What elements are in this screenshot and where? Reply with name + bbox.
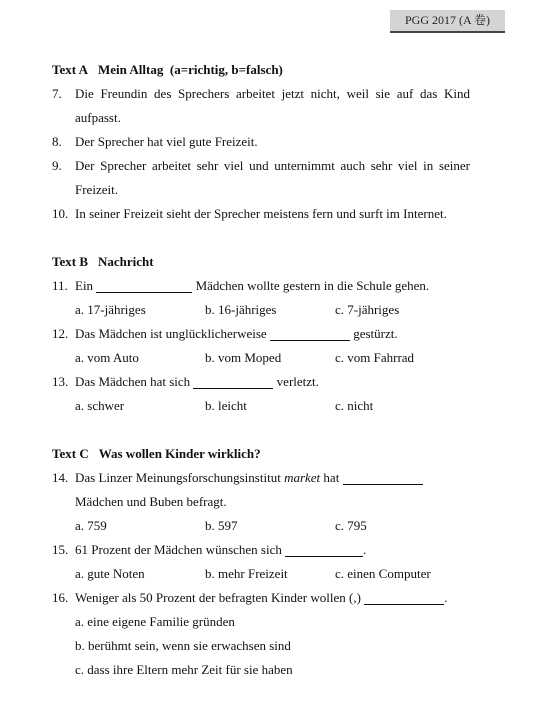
- option-a[interactable]: a. vom Auto: [75, 350, 139, 365]
- answer-options: [52, 562, 470, 586]
- question-text-italic: market: [284, 470, 321, 485]
- answer-blank[interactable]: [343, 469, 423, 485]
- question-7: [52, 82, 470, 106]
- question-number: 9.: [52, 158, 62, 173]
- question-number: 10.: [52, 206, 69, 221]
- question-number: 11.: [52, 278, 68, 293]
- question-text: In seiner Freizeit sieht der Sprecher meistens fern und surft im Internet.: [75, 206, 447, 221]
- question-text-continued: Mädchen und Buben befragt.: [75, 494, 227, 509]
- exam-header-label: PGG 2017 (A 卷): [390, 10, 505, 33]
- option-b[interactable]: b. 597: [205, 518, 238, 533]
- question-text: Ein: [75, 278, 94, 293]
- option-c[interactable]: c. vom Fahrrad: [335, 350, 415, 365]
- option-c[interactable]: c. nicht: [335, 398, 374, 413]
- option-c[interactable]: c. 795: [335, 518, 367, 533]
- section-title-text-c: [52, 442, 470, 466]
- question-text: Das Mädchen ist unglücklicherweise: [75, 326, 267, 341]
- question-number: 8.: [52, 134, 62, 149]
- option-b[interactable]: b. mehr Freizeit: [205, 566, 288, 581]
- option-a[interactable]: a. 17-jähriges: [75, 302, 146, 317]
- question-15: [52, 538, 470, 562]
- question-13: [52, 370, 470, 394]
- question-text: Das Mädchen hat sich: [75, 374, 191, 389]
- answer-options: [52, 514, 470, 538]
- question-text-continued: Freizeit.: [75, 182, 118, 197]
- option-a[interactable]: a. schwer: [75, 398, 125, 413]
- section-note: (a=richtig, b=falsch): [169, 62, 283, 77]
- answer-blank[interactable]: [270, 325, 350, 341]
- question-text: Der Sprecher arbeitet sehr viel und unternimmt auch sehr viel in seiner: [75, 158, 470, 173]
- question-11: [52, 274, 470, 298]
- option-b[interactable]: b. 16-jähriges: [205, 302, 277, 317]
- section-title-text-b: [52, 250, 470, 274]
- question-number: 7.: [52, 86, 62, 101]
- question-12: [52, 322, 470, 346]
- answer-blank[interactable]: [193, 373, 273, 389]
- question-text: gestürzt.: [353, 326, 398, 341]
- option-a[interactable]: a. eine eigene Familie gründen: [75, 614, 235, 629]
- question-9: [52, 154, 470, 178]
- answer-blank[interactable]: [364, 589, 444, 605]
- question-number: 16.: [52, 590, 69, 605]
- question-10: [52, 202, 470, 226]
- question-number: 13.: [52, 374, 69, 389]
- section-heading: Mein Alltag: [98, 62, 164, 77]
- question-text-continued: aufpasst.: [75, 110, 121, 125]
- section-heading: Was wollen Kinder wirklich?: [98, 446, 261, 461]
- section-heading: Nachricht: [98, 254, 154, 269]
- question-text: verletzt.: [276, 374, 319, 389]
- answer-options: [52, 346, 470, 370]
- section-title-text-a: [52, 58, 470, 82]
- question-text: .: [363, 542, 367, 557]
- question-text: 61 Prozent der Mädchen wünschen sich: [75, 542, 282, 557]
- question-text: Das Linzer Meinungsforschungsinstitut: [75, 470, 281, 485]
- question-text: Die Freundin des Sprechers arbeitet jetzt nicht, weil sie auf das Kind: [75, 86, 470, 101]
- section-label: Text B: [52, 254, 88, 269]
- question-number: 15.: [52, 542, 69, 557]
- answer-options: [52, 394, 470, 418]
- option-c[interactable]: c. 7-jähriges: [335, 302, 400, 317]
- question-text: Weniger als 50 Prozent der befragten Kinder wollen (,): [75, 590, 361, 605]
- section-label: Text A: [52, 62, 88, 77]
- question-text: hat: [323, 470, 340, 485]
- question-text: .: [444, 590, 448, 605]
- answer-blank[interactable]: [285, 541, 363, 557]
- question-text: Der Sprecher hat viel gute Freizeit.: [75, 134, 258, 149]
- section-label: Text C: [52, 446, 89, 461]
- exam-content: [52, 58, 470, 682]
- question-text: Mädchen wollte gestern in die Schule gehen.: [195, 278, 430, 293]
- option-b[interactable]: b. vom Moped: [205, 350, 282, 365]
- option-b[interactable]: b. leicht: [205, 398, 247, 413]
- question-8: [52, 130, 470, 154]
- answer-blank[interactable]: [96, 277, 192, 293]
- question-14: [52, 466, 470, 490]
- option-a[interactable]: a. gute Noten: [75, 566, 145, 581]
- question-number: 12.: [52, 326, 69, 341]
- question-16: [52, 586, 470, 610]
- option-b[interactable]: b. berühmt sein, wenn sie erwachsen sind: [75, 638, 291, 653]
- option-c[interactable]: c. dass ihre Eltern mehr Zeit für sie haben: [75, 662, 293, 677]
- option-a[interactable]: a. 759: [75, 518, 107, 533]
- option-c[interactable]: c. einen Computer: [335, 566, 431, 581]
- answer-options: [52, 298, 470, 322]
- question-number: 14.: [52, 470, 69, 485]
